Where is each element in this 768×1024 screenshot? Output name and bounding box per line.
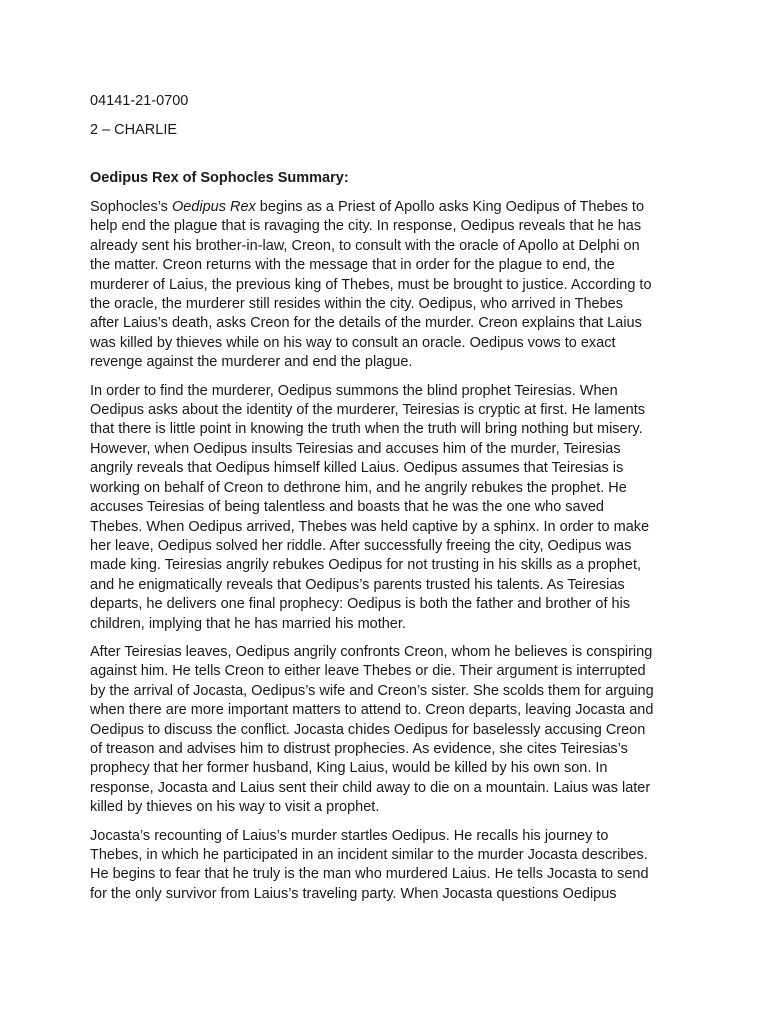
paragraph-line: children, implying that he has married his mother. bbox=[90, 615, 406, 632]
paragraph-line: her leave, Oedipus solved her riddle. After successfully freeing the city, Oedipus was bbox=[90, 537, 632, 554]
paragraph-line: Thebes. When Oedipus arrived, Thebes was held captive by a sphinx. In order to make bbox=[90, 518, 650, 535]
paragraph-line: angrily reveals that Oedipus himself killed Laius. Oedipus assumes that Teiresias is bbox=[90, 460, 624, 477]
paragraph-line: revenge against the murderer and end the plague. bbox=[90, 354, 413, 371]
paragraph-line: After Teiresias leaves, Oedipus angrily confronts Creon, whom he believes is conspiring bbox=[90, 643, 653, 660]
summary-paragraph bbox=[90, 827, 682, 905]
paragraph-line: when there are more important matters to attend to. Creon departs, leaving Jocasta and bbox=[90, 702, 654, 719]
paragraph-line: after Laius’s death, asks Creon for the details of the murder. Creon explains that Laius bbox=[90, 315, 642, 332]
paragraph-line: working on behalf of Creon to dethrone him, and he angrily rebukes the prophet. He bbox=[90, 479, 627, 496]
paragraph-line: Thebes, in which he participated in an incident similar to the murder Jocasta describes. bbox=[90, 847, 648, 863]
section-label: 2 – CHARLIE bbox=[90, 122, 178, 138]
paragraph-line: the oracle, the murderer still resides within the city. Oedipus, who arrived in Thebes bbox=[90, 296, 623, 313]
paragraph-line: of treason and advises him to distrust prophecies. As evidence, she cites Teiresias’s bbox=[90, 740, 628, 757]
paragraph-line: response, Jocasta and Laius sent their child away to die on a mountain. Laius was later bbox=[90, 779, 651, 796]
paragraph-line: He begins to fear that he truly is the man who murdered Laius. He tells Jocasta to send bbox=[90, 866, 649, 883]
paragraph-line: In order to find the murderer, Oedipus summons the blind prophet Teiresias. When bbox=[90, 382, 618, 399]
paragraph-line: murderer of Laius, the previous king of Thebes, must be brought to justice. According to bbox=[90, 276, 652, 293]
paragraph-line: Oedipus asks about the identity of the murderer, Teiresias is cryptic at first. He laments bbox=[90, 402, 646, 419]
paragraph-line: help end the plague that is ravaging the city. In response, Oedipus reveals that he has bbox=[90, 218, 642, 235]
paragraph-line: and he enigmatically reveals that Oedipus’s parents trusted his talents. As Teiresias bbox=[90, 576, 625, 593]
paragraph-line: by the arrival of Jocasta, Oedipus’s wife and Creon’s sister. She scolds them for arguing bbox=[90, 682, 654, 699]
paragraph-line: the matter. Creon returns with the message that in order for the plague to end, the bbox=[90, 257, 615, 274]
paragraph-line: departs, he delivers one final prophecy: Oedipus is both the father and brother of his bbox=[90, 596, 631, 613]
document-title: Oedipus Rex of Sophocles Summary: bbox=[90, 170, 349, 186]
paragraph-line: that there is little point in knowing the truth when the truth will bring nothing but misery. bbox=[90, 421, 643, 438]
paragraph-line: However, when Oedipus insults Teiresias and accuses him of the murder, Teiresias bbox=[90, 440, 621, 457]
paragraph-line: Jocasta’s recounting of Laius’s murder startles Oedipus. He recalls his journey to bbox=[90, 827, 609, 844]
summary-body bbox=[90, 198, 682, 904]
summary-paragraph bbox=[90, 382, 682, 634]
summary-paragraph bbox=[90, 198, 682, 373]
paragraph-line: already sent his brother-in-law, Creon, to consult with the oracle of Apollo at Delphi on bbox=[90, 237, 640, 254]
paragraph-line: made king. Teiresias angrily rebukes Oedipus for not trusting in his skills as a prophet, bbox=[90, 557, 642, 574]
paragraph-line: against him. He tells Creon to either leave Thebes or die. Their argument is interrupted bbox=[90, 663, 646, 680]
paragraph-line: for the only survivor from Laius’s traveling party. When Jocasta questions Oedipus bbox=[90, 885, 617, 902]
paragraph-line: was killed by thieves while on his way to consult an oracle. Oedipus vows to exact bbox=[90, 334, 616, 351]
document-page bbox=[90, 92, 682, 913]
paragraph-line: accuses Teiresias of being talentless and boasts that he was the one who saved bbox=[90, 499, 604, 516]
paragraph-line: killed by thieves on his way to visit a prophet. bbox=[90, 799, 380, 816]
paragraph-line bbox=[90, 198, 682, 217]
line-segment: begins as a Priest of Apollo asks King Oedipus of Thebes to bbox=[255, 199, 645, 215]
summary-paragraph bbox=[90, 643, 682, 818]
play-title-italic: Oedipus Rex bbox=[171, 199, 256, 215]
student-id-number: 04141-21-0700 bbox=[90, 93, 189, 109]
line-segment: Sophocles’s bbox=[90, 199, 172, 215]
paragraph-line: Oedipus to discuss the conflict. Jocasta chides Oedipus for baselessly accusing Creon bbox=[90, 721, 646, 738]
paragraph-line: prophecy that her former husband, King Laius, would be killed by his own son. In bbox=[90, 760, 608, 777]
